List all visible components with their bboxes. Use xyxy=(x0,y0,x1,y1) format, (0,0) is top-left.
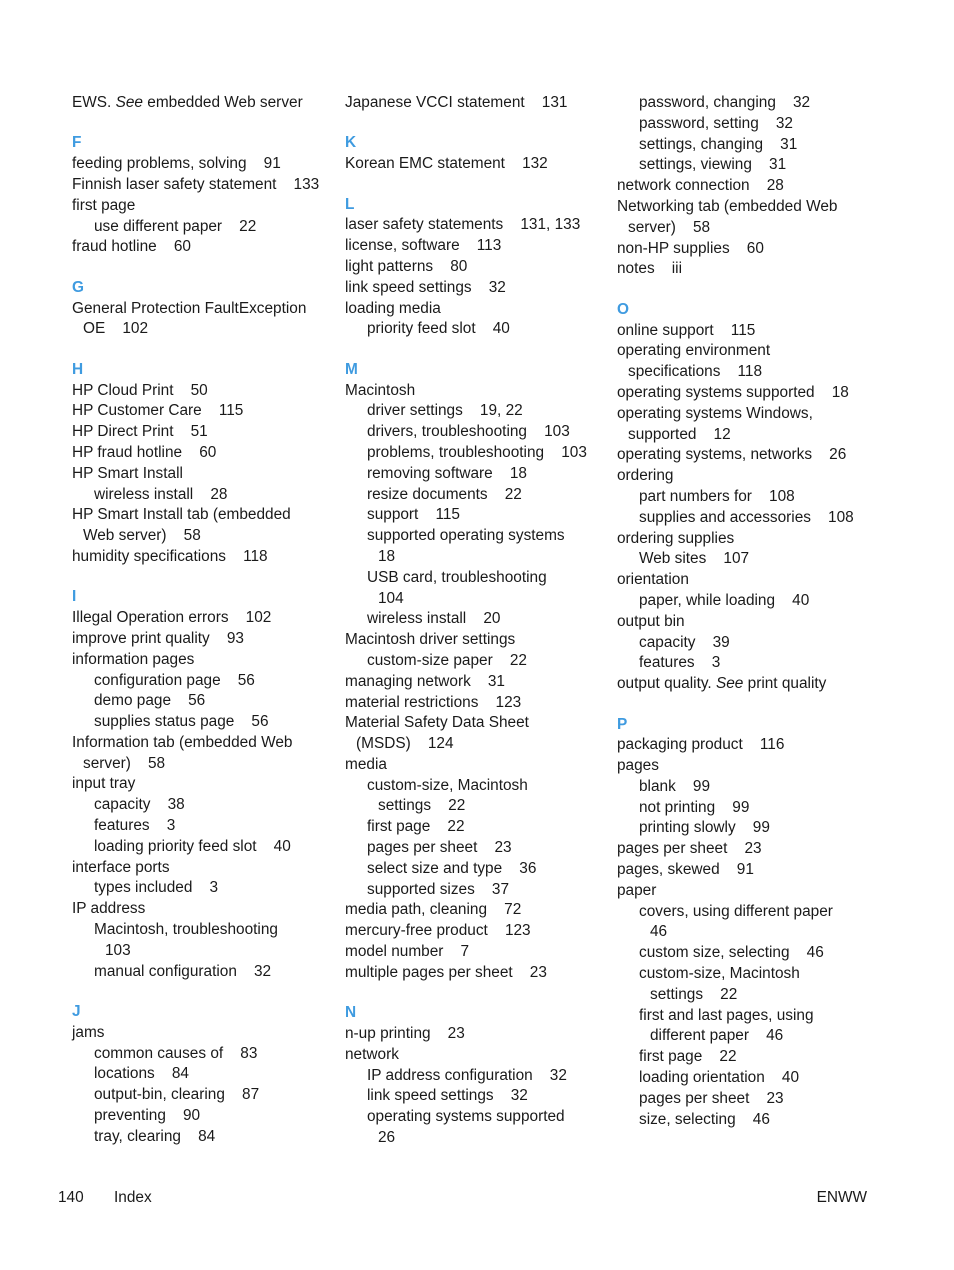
index-subentry: pages per sheet 23 xyxy=(367,839,512,857)
index-entry: specifications 118 xyxy=(628,363,763,381)
index-entry: output bin xyxy=(617,612,685,630)
index-entry: paper xyxy=(617,881,657,899)
section-spacer xyxy=(72,568,334,588)
index-letter-heading: P xyxy=(617,715,628,733)
index-entry: Information tab (embedded Web xyxy=(72,733,293,751)
index-subentry: locations 84 xyxy=(94,1065,189,1083)
entry-text: EWS. xyxy=(72,94,116,111)
index-subentry: custom-size, Macintosh xyxy=(639,965,800,983)
see-reference: See xyxy=(115,94,143,111)
index-entry: supported 12 xyxy=(628,425,731,443)
index-entry: pages, skewed 91 xyxy=(617,861,754,879)
index-subentry: wireless install 28 xyxy=(94,485,228,503)
index-subentry: size, selecting 46 xyxy=(639,1110,770,1128)
index-subentry: part numbers for 108 xyxy=(639,487,795,505)
index-letter-heading: N xyxy=(345,1004,357,1022)
section-spacer xyxy=(345,175,607,195)
index-subentry: link speed settings 32 xyxy=(367,1087,528,1105)
index-entry: online support 115 xyxy=(617,321,756,339)
index-entry: HP fraud hotline 60 xyxy=(72,443,217,461)
index-subentry: demo page 56 xyxy=(94,692,206,710)
index-subentry: features 3 xyxy=(639,654,721,672)
index-entry: Japanese VCCI statement 131 xyxy=(345,94,568,111)
index-entry: General Protection FaultException xyxy=(72,299,307,317)
index-subentry: first page 22 xyxy=(367,818,465,836)
index-subentry: types included 3 xyxy=(94,879,219,897)
index-subentry: operating systems supported xyxy=(367,1108,565,1126)
index-subentry: settings 22 xyxy=(650,985,738,1003)
index-subentry: supported sizes 37 xyxy=(367,880,510,898)
index-entry: operating systems supported 18 xyxy=(617,383,849,401)
index-entry: license, software 113 xyxy=(345,237,502,255)
index-entry: network connection 28 xyxy=(617,177,784,195)
index-subentry: custom size, selecting 46 xyxy=(639,944,824,962)
index-subentry: configuration page 56 xyxy=(94,671,255,689)
index-entry: operating environment xyxy=(617,342,771,360)
section-spacer xyxy=(72,114,334,134)
index-subentry: 18 xyxy=(378,547,396,565)
index-entry: multiple pages per sheet 23 xyxy=(345,963,547,981)
index-entry: interface ports xyxy=(72,858,170,876)
index-subentry: custom-size, Macintosh xyxy=(367,776,528,794)
index-subentry: password, changing 32 xyxy=(639,94,811,111)
section-spacer xyxy=(617,695,879,715)
entry-text: output quality. xyxy=(617,675,716,693)
index-entry: HP Cloud Print 50 xyxy=(72,381,208,399)
section-spacer xyxy=(345,984,607,1004)
index-subentry: supplies and accessories 108 xyxy=(639,508,854,526)
index-entry: media path, cleaning 72 xyxy=(345,901,522,919)
index-entry: Finnish laser safety statement 133 xyxy=(72,175,320,193)
index-subentry: paper, while loading 40 xyxy=(639,591,810,609)
index-entry xyxy=(72,93,334,114)
index-subentry: printing slowly 99 xyxy=(639,819,770,837)
index-entry: loading media xyxy=(345,299,441,317)
index-subentry: wireless install 20 xyxy=(367,610,501,628)
index-column-3 xyxy=(617,93,879,1130)
index-subentry: 46 xyxy=(650,923,668,941)
index-letter-heading: L xyxy=(345,195,355,213)
index-entry: media xyxy=(345,755,387,773)
index-entry: managing network 31 xyxy=(345,672,505,690)
page-number: 140 xyxy=(58,1189,84,1206)
index-entry: Web server) 58 xyxy=(83,527,201,545)
section-spacer xyxy=(345,114,607,134)
section-spacer xyxy=(72,982,334,1002)
index-entry: server) 58 xyxy=(83,754,166,772)
index-subentry: use different paper 22 xyxy=(94,217,257,235)
index-entry: Macintosh xyxy=(345,381,416,399)
index-entry: jams xyxy=(72,1023,105,1041)
index-subentry: first page 22 xyxy=(639,1048,737,1066)
index-entry: ordering xyxy=(617,467,674,485)
index-entry: ordering supplies xyxy=(617,529,735,547)
index-letter-heading: I xyxy=(72,588,77,606)
index-letter-heading: O xyxy=(617,300,629,318)
index-subentry: preventing 90 xyxy=(94,1107,201,1125)
index-subentry: covers, using different paper xyxy=(639,902,833,920)
index-subentry: drivers, troubleshooting 103 xyxy=(367,423,570,441)
index-entry: non-HP supplies 60 xyxy=(617,239,764,257)
see-target: print quality xyxy=(743,675,827,693)
index-subentry: select size and type 36 xyxy=(367,859,537,877)
index-subentry: USB card, troubleshooting xyxy=(367,568,547,586)
index-letter-heading: F xyxy=(72,134,82,152)
index-subentry: loading priority feed slot 40 xyxy=(94,837,291,855)
edition-label: ENWW xyxy=(816,1189,867,1206)
index-subentry: support 115 xyxy=(367,506,460,524)
index-subentry: supplies status page 56 xyxy=(94,713,269,731)
index-subentry: loading orientation 40 xyxy=(639,1069,800,1087)
index-entry: Macintosh driver settings xyxy=(345,631,516,649)
index-entry: laser safety statements 131, 133 xyxy=(345,216,581,234)
index-subentry: IP address configuration 32 xyxy=(367,1066,567,1084)
index-subentry: different paper 46 xyxy=(650,1027,784,1045)
index-entry: improve print quality 93 xyxy=(72,629,244,647)
index-subentry: resize documents 22 xyxy=(367,485,522,503)
index-entry: (MSDS) 124 xyxy=(356,735,454,753)
section-spacer xyxy=(72,258,334,278)
index-subentry: manual configuration 32 xyxy=(94,962,272,980)
index-letter-heading: H xyxy=(72,360,84,378)
index-entry: orientation xyxy=(617,571,689,589)
section-label: Index xyxy=(114,1189,152,1206)
index-subentry: custom-size paper 22 xyxy=(367,651,527,669)
index-subentry: supported operating systems xyxy=(367,527,565,545)
index-subentry: not printing 99 xyxy=(639,798,750,816)
index-subentry: Web sites 107 xyxy=(639,550,750,568)
see-target: embedded Web server xyxy=(143,94,303,111)
index-entry: operating systems Windows, xyxy=(617,404,813,422)
index-entry: humidity specifications 118 xyxy=(72,547,268,565)
index-letter-heading: G xyxy=(72,278,84,296)
index-subentry: pages per sheet 23 xyxy=(639,1089,784,1107)
index-entry: input tray xyxy=(72,775,136,793)
index-subentry: common causes of 83 xyxy=(94,1044,258,1062)
index-subentry: capacity 38 xyxy=(94,796,185,814)
index-letter-heading: K xyxy=(345,134,357,152)
index-entry: Networking tab (embedded Web xyxy=(617,197,838,215)
index-subentry: 103 xyxy=(105,941,131,959)
index-subentry: Macintosh, troubleshooting xyxy=(94,921,278,939)
index-entry: HP Smart Install tab (embedded xyxy=(72,506,291,524)
index-entry: Material Safety Data Sheet xyxy=(345,714,529,732)
see-reference: See xyxy=(715,675,744,693)
index-subentry: settings 22 xyxy=(378,797,466,815)
index-entry: feeding problems, solving 91 xyxy=(72,155,281,173)
index-column-2 xyxy=(345,93,607,1149)
section-spacer xyxy=(72,340,334,360)
index-entry: packaging product 116 xyxy=(617,736,785,754)
index-entry: server) 58 xyxy=(628,218,711,236)
index-entry: operating systems, networks 26 xyxy=(617,446,847,464)
index-subentry: 26 xyxy=(378,1129,396,1147)
index-entry: pages per sheet 23 xyxy=(617,840,762,858)
index-entry: IP address xyxy=(72,900,146,918)
index-subentry: tray, clearing 84 xyxy=(94,1127,216,1145)
index-entry: link speed settings 32 xyxy=(345,278,506,296)
index-subentry: removing software 18 xyxy=(367,464,527,482)
index-entry: material restrictions 123 xyxy=(345,693,522,711)
index-subentry: settings, viewing 31 xyxy=(639,156,787,174)
index-entry: n-up printing 23 xyxy=(345,1025,465,1043)
index-subentry: output-bin, clearing 87 xyxy=(94,1086,260,1104)
index-entry: OE 102 xyxy=(83,320,149,338)
index-subentry: priority feed slot 40 xyxy=(367,320,510,338)
section-spacer xyxy=(345,340,607,360)
index-entry: information pages xyxy=(72,650,195,668)
index-entry: mercury-free product 123 xyxy=(345,922,531,940)
index-entry: Korean EMC statement 132 xyxy=(345,155,548,173)
index-entry: model number 7 xyxy=(345,943,470,961)
index-subentry: 104 xyxy=(378,589,404,607)
index-letter-heading: M xyxy=(345,360,358,378)
section-spacer xyxy=(617,280,879,300)
index-subentry: blank 99 xyxy=(639,777,711,795)
index-entry: Illegal Operation errors 102 xyxy=(72,609,272,627)
index-entry xyxy=(617,674,879,695)
index-entry: HP Customer Care 115 xyxy=(72,402,244,420)
index-entry: notes iii xyxy=(617,260,683,278)
index-subentry: password, setting 32 xyxy=(639,114,793,132)
index-entry: HP Direct Print 51 xyxy=(72,423,208,441)
index-letter-heading: J xyxy=(72,1003,81,1021)
index-subentry: first and last pages, using xyxy=(639,1006,814,1024)
index-column-1 xyxy=(72,93,334,1148)
index-subentry: settings, changing 31 xyxy=(639,135,798,153)
index-entry: pages xyxy=(617,757,659,775)
index-entry: fraud hotline 60 xyxy=(72,238,191,256)
index-subentry: features 3 xyxy=(94,817,176,835)
index-entry: HP Smart Install xyxy=(72,464,183,482)
index-subentry: capacity 39 xyxy=(639,633,730,651)
index-entry: first page xyxy=(72,196,136,214)
index-entry: network xyxy=(345,1045,399,1063)
index-entry: light patterns 80 xyxy=(345,257,468,275)
index-subentry: driver settings 19, 22 xyxy=(367,402,523,420)
index-subentry: problems, troubleshooting 103 xyxy=(367,443,587,461)
